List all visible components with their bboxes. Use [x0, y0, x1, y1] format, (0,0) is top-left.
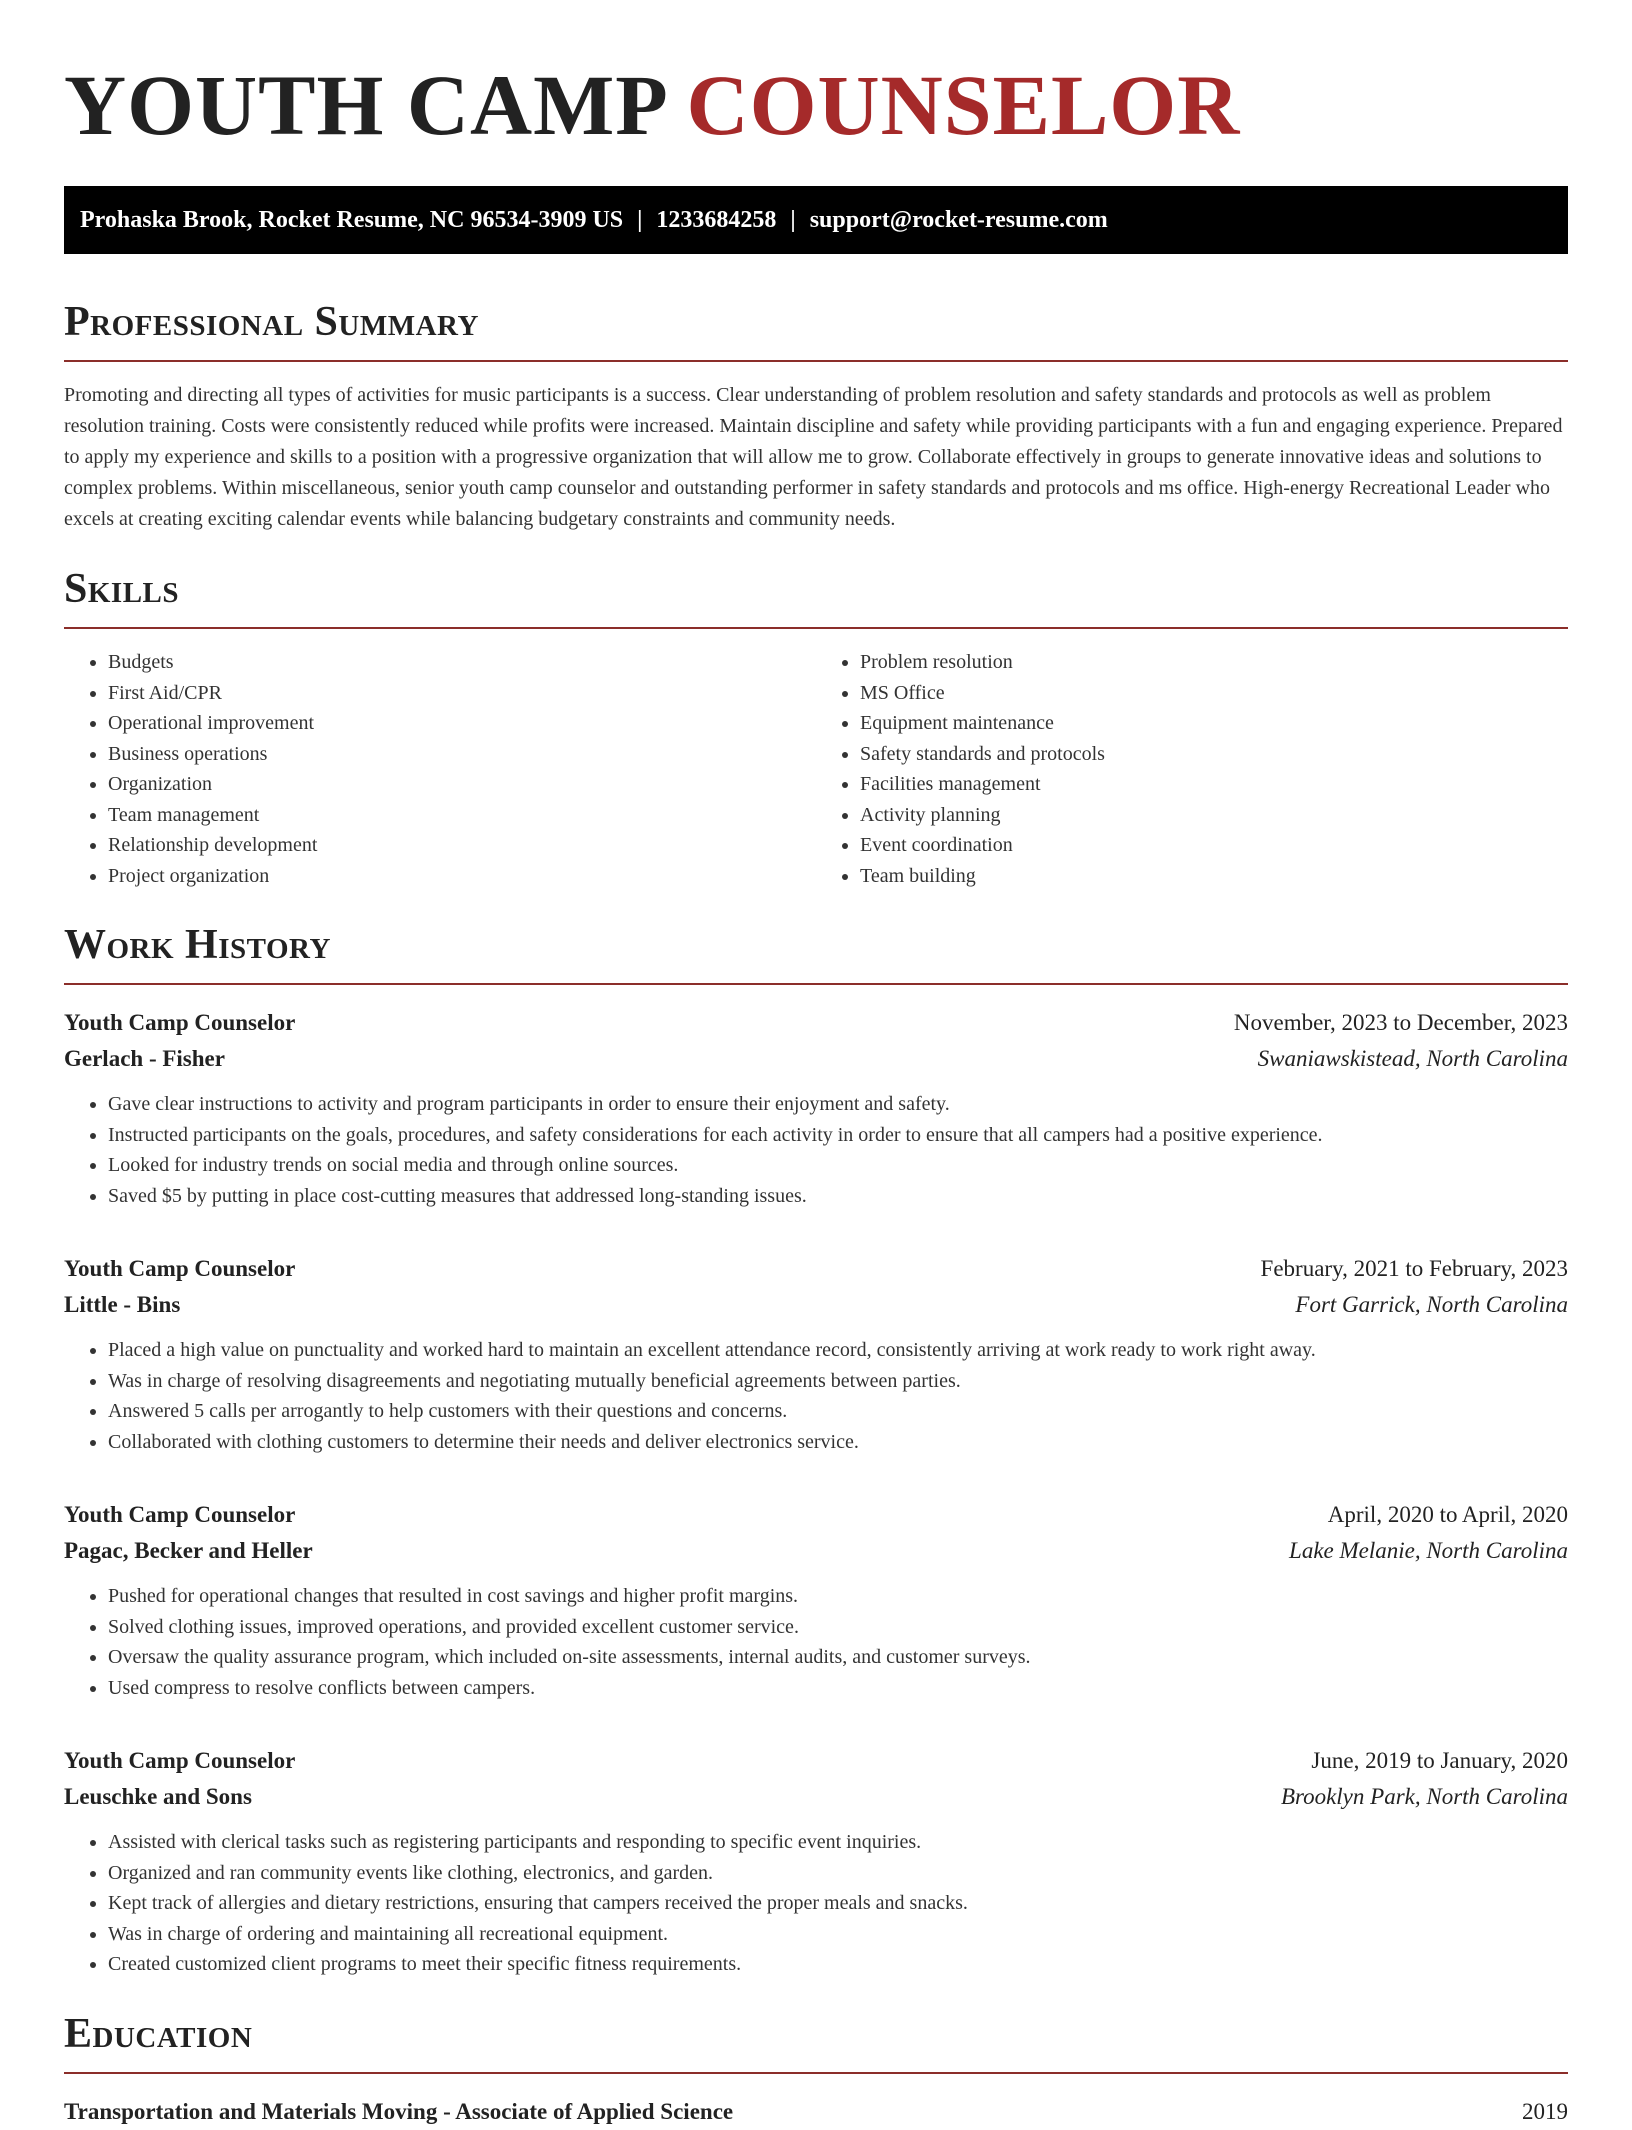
job-company-row: [64, 1287, 1568, 1323]
job-header-row: [64, 1005, 1568, 1041]
skill-item: • Equipment maintenance: [860, 708, 1568, 739]
contact-bar: [64, 186, 1568, 254]
job-bullet: • Was in charge of resolving disagreements and negotiating mutually beneficial agreements between parties.: [108, 1366, 1568, 1397]
job-bullet: • Created customized client programs to meet their specific fitness requirements.: [108, 1949, 1568, 1980]
job-title: Youth Camp Counselor: [64, 1010, 296, 1035]
job-dates: November, 2023 to December, 2023: [1233, 1010, 1568, 1035]
title-part-role: COUNSELOR: [686, 57, 1241, 153]
job-bullets: [64, 1827, 1568, 1980]
skill-item: • First Aid/CPR: [108, 678, 816, 709]
summary-section: [64, 298, 1568, 535]
job-entry: [64, 1497, 1568, 1703]
job-entry: [64, 1005, 1568, 1211]
skill-item: • Event coordination: [860, 830, 1568, 861]
education-heading: Education: [64, 2010, 1568, 2074]
skill-item: • Safety standards and protocols: [860, 739, 1568, 770]
resume-title: [64, 0, 1568, 154]
skills-list-right: [816, 647, 1568, 891]
contact-email[interactable]: support@rocket-resume.com: [809, 207, 1108, 233]
job-location: Fort Garrick, North Carolina: [1295, 1292, 1568, 1317]
job-location: Brooklyn Park, North Carolina: [1280, 1784, 1568, 1809]
job-bullets: [64, 1089, 1568, 1211]
job-company: Little - Bins: [64, 1292, 181, 1317]
job-company: Leuschke and Sons: [64, 1784, 252, 1809]
job-location: Lake Melanie, North Carolina: [1289, 1538, 1568, 1563]
job-entry: [64, 1251, 1568, 1457]
job-dates: April, 2020 to April, 2020: [1327, 1502, 1568, 1527]
job-entry: [64, 1743, 1568, 1980]
job-company: Pagac, Becker and Heller: [64, 1538, 313, 1563]
skill-item: • MS Office: [860, 678, 1568, 709]
contact-separator: |: [637, 207, 643, 233]
skill-item: • Business operations: [108, 739, 816, 770]
job-header-row: [64, 1497, 1568, 1533]
job-bullet: • Solved clothing issues, improved operations, and provided excellent customer service.: [108, 1612, 1568, 1643]
skill-item: • Activity planning: [860, 800, 1568, 831]
job-dates: June, 2019 to January, 2020: [1311, 1748, 1568, 1773]
skill-item: • Organization: [108, 769, 816, 800]
skill-item: • Problem resolution: [860, 647, 1568, 678]
job-dates: February, 2021 to February, 2023: [1260, 1256, 1568, 1281]
skill-item: • Facilities management: [860, 769, 1568, 800]
contact-phone: 1233684258: [656, 207, 777, 233]
job-bullet: • Oversaw the quality assurance program, which included on-site assessments, internal audits, and customer surveys.: [108, 1642, 1568, 1673]
work-history-section: [64, 921, 1568, 1980]
job-title: Youth Camp Counselor: [64, 1256, 296, 1281]
summary-text: Promoting and directing all types of activities for music participants is a success. Clear understanding of problem resolution and safety standards and protocols as well as problem resolution training. Costs were consistently reduced while profits were increased. Maintain discipline and safety while providing participants with a fun and engaging experience. Prepared to apply my experience and skills to a position with a progressive organization that will allow me to grow. Collaborate effectively in groups to generate innovative ideas and solutions to complex problems. Within miscellaneous, senior youth camp counselor and outstanding performer in safety standards and protocols and ms office. High-energy Recreational Leader who excels at creating exciting calendar events while balancing budgetary constraints and community needs.: [64, 384, 1563, 530]
job-bullet: • Was in charge of ordering and maintaining all recreational equipment.: [108, 1919, 1568, 1950]
contact-separator: |: [790, 207, 796, 233]
job-bullet: • Placed a high value on punctuality and worked hard to maintain an excellent attendance record, consistently arriving at work ready to work right away.: [108, 1335, 1568, 1366]
skill-item: • Operational improvement: [108, 708, 816, 739]
job-bullet: • Organized and ran community events like clothing, electronics, and garden.: [108, 1858, 1568, 1889]
job-bullet: • Looked for industry trends on social media and through online sources.: [108, 1150, 1568, 1181]
work-history-heading: Work History: [64, 921, 1568, 985]
job-bullets: [64, 1581, 1568, 1703]
skills-columns: [64, 647, 1568, 891]
job-company-row: [64, 1779, 1568, 1815]
job-title: Youth Camp Counselor: [64, 1502, 296, 1527]
job-bullet: • Pushed for operational changes that resulted in cost savings and higher profit margins.: [108, 1581, 1568, 1612]
job-company: Gerlach - Fisher: [64, 1046, 225, 1071]
job-company-row: [64, 1041, 1568, 1077]
skill-item: • Team building: [860, 861, 1568, 892]
skill-item: • Budgets: [108, 647, 816, 678]
job-bullet: • Gave clear instructions to activity and program participants in order to ensure their enjoyment and safety.: [108, 1089, 1568, 1120]
skill-item: • Project organization: [108, 861, 816, 892]
title-part-job: YOUTH CAMP: [64, 57, 665, 153]
skills-heading: Skills: [64, 565, 1568, 629]
contact-address: Prohaska Brook, Rocket Resume, NC 96534-3909 US: [80, 207, 624, 233]
skill-item: • Relationship development: [108, 830, 816, 861]
job-bullet: • Saved $5 by putting in place cost-cutting measures that addressed long-standing issues.: [108, 1181, 1568, 1212]
job-title: Youth Camp Counselor: [64, 1748, 296, 1773]
skills-section: [64, 565, 1568, 891]
education-year: 2019: [1522, 2098, 1568, 2124]
job-bullet: • Collaborated with clothing customers to determine their needs and deliver electronics service.: [108, 1427, 1568, 1458]
job-bullet: • Answered 5 calls per arrogantly to help customers with their questions and concerns.: [108, 1396, 1568, 1427]
job-bullet: • Used compress to resolve conflicts between campers.: [108, 1673, 1568, 1704]
job-location: Swaniawskistead, North Carolina: [1257, 1046, 1568, 1071]
job-company-row: [64, 1533, 1568, 1569]
job-bullets: [64, 1335, 1568, 1457]
job-bullet: • Assisted with clerical tasks such as registering participants and responding to specific event inquiries.: [108, 1827, 1568, 1858]
job-header-row: [64, 1251, 1568, 1287]
job-bullet: • Kept track of allergies and dietary restrictions, ensuring that campers received the proper meals and snacks.: [108, 1888, 1568, 1919]
job-header-row: [64, 1743, 1568, 1779]
skill-item: • Team management: [108, 800, 816, 831]
summary-heading: Professional Summary: [64, 298, 1568, 362]
job-bullet: • Instructed participants on the goals, procedures, and safety considerations for each activity in order to ensure that all campers had a positive experience.: [108, 1120, 1568, 1151]
skills-list-left: [64, 647, 816, 891]
education-degree: Transportation and Materials Moving - Associate of Applied Science: [64, 2098, 734, 2124]
